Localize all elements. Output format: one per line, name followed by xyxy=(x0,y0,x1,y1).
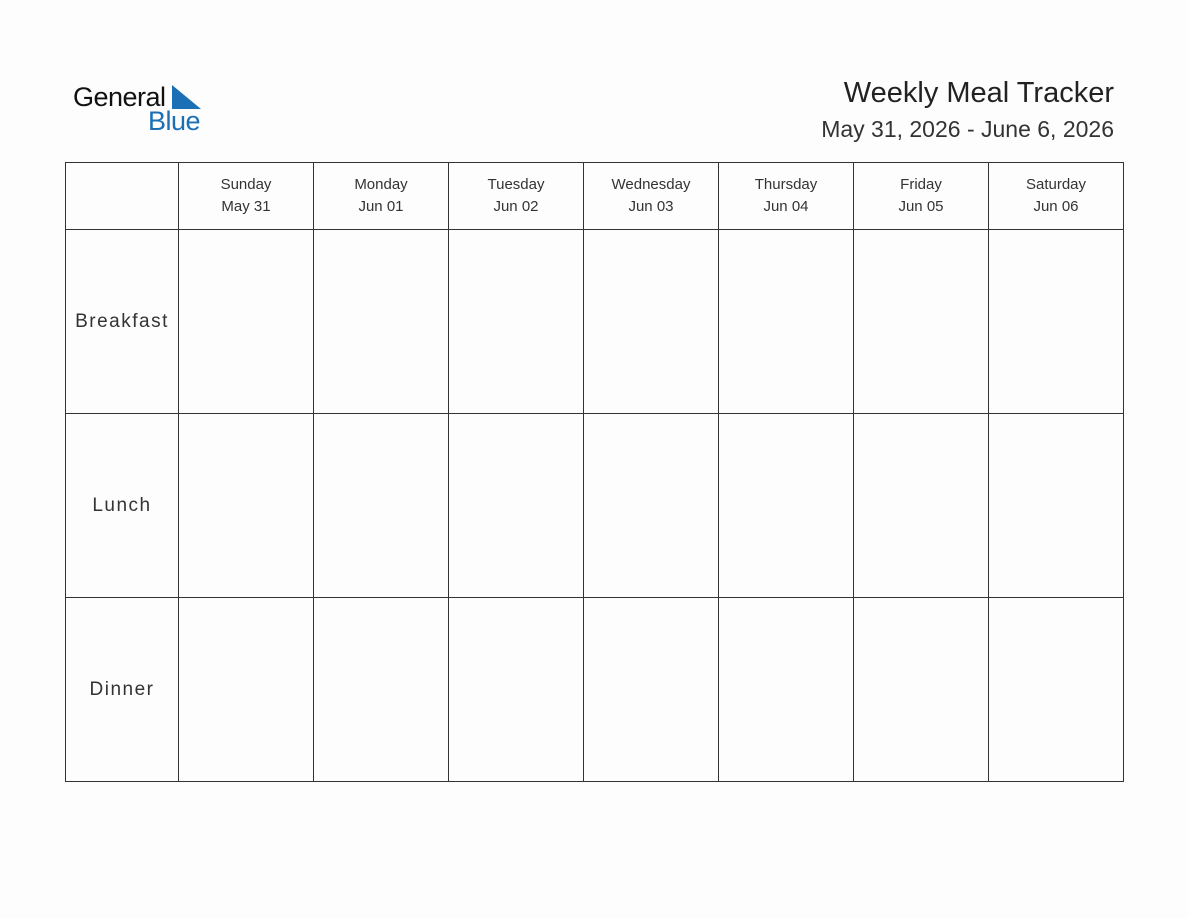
meal-cell[interactable] xyxy=(584,414,719,598)
day-date: Jun 01 xyxy=(358,198,404,215)
meal-cell[interactable] xyxy=(584,598,719,782)
meal-cell[interactable] xyxy=(314,230,449,414)
day-date: Jun 06 xyxy=(1033,198,1079,215)
meal-cell[interactable] xyxy=(854,230,989,414)
meal-cell[interactable] xyxy=(179,230,314,414)
meal-cell[interactable] xyxy=(449,414,584,598)
day-date: Jun 03 xyxy=(628,198,674,215)
meal-row-dinner xyxy=(66,598,1124,782)
meal-cell[interactable] xyxy=(179,598,314,782)
header-block xyxy=(821,74,1114,146)
day-header-saturday xyxy=(989,163,1124,230)
day-date: Jun 05 xyxy=(898,198,944,215)
day-date: Jun 04 xyxy=(763,198,809,215)
meal-cell[interactable] xyxy=(854,598,989,782)
day-header-sunday xyxy=(179,163,314,230)
day-name: Thursday xyxy=(754,176,818,193)
meal-label: Breakfast xyxy=(66,230,179,414)
meal-label: Lunch xyxy=(66,414,179,598)
meal-cell[interactable] xyxy=(179,414,314,598)
meal-label: Dinner xyxy=(66,598,179,782)
date-range: May 31, 2026 - June 6, 2026 xyxy=(821,116,1114,142)
day-name: Wednesday xyxy=(611,176,691,193)
logo-word-general: General xyxy=(73,82,166,112)
meal-cell[interactable] xyxy=(719,414,854,598)
logo-word-blue: Blue xyxy=(148,106,201,136)
day-name: Tuesday xyxy=(487,176,545,193)
meal-cell[interactable] xyxy=(989,414,1124,598)
meal-row-lunch xyxy=(66,414,1124,598)
day-date: May 31 xyxy=(221,198,271,215)
day-header-wednesday xyxy=(584,163,719,230)
meal-cell[interactable] xyxy=(584,230,719,414)
page-title: Weekly Meal Tracker xyxy=(843,77,1114,109)
meal-row-breakfast xyxy=(66,230,1124,414)
day-header-thursday xyxy=(719,163,854,230)
day-name: Saturday xyxy=(1025,176,1087,193)
meal-cell[interactable] xyxy=(449,230,584,414)
meal-cell[interactable] xyxy=(314,414,449,598)
day-header-friday xyxy=(854,163,989,230)
day-header-tuesday xyxy=(449,163,584,230)
day-header-row xyxy=(66,163,1124,230)
meal-cell[interactable] xyxy=(449,598,584,782)
meal-cell[interactable] xyxy=(854,414,989,598)
meal-cell[interactable] xyxy=(719,230,854,414)
corner-cell xyxy=(66,163,179,230)
day-name: Sunday xyxy=(220,176,272,193)
meal-cell[interactable] xyxy=(989,598,1124,782)
meal-tracker-table xyxy=(65,162,1124,782)
day-name: Friday xyxy=(900,176,942,193)
day-header-monday xyxy=(314,163,449,230)
day-name: Monday xyxy=(354,176,408,193)
meal-cell[interactable] xyxy=(719,598,854,782)
general-blue-logo xyxy=(73,80,213,136)
day-date: Jun 02 xyxy=(493,198,539,215)
meal-cell[interactable] xyxy=(989,230,1124,414)
meal-cell[interactable] xyxy=(314,598,449,782)
